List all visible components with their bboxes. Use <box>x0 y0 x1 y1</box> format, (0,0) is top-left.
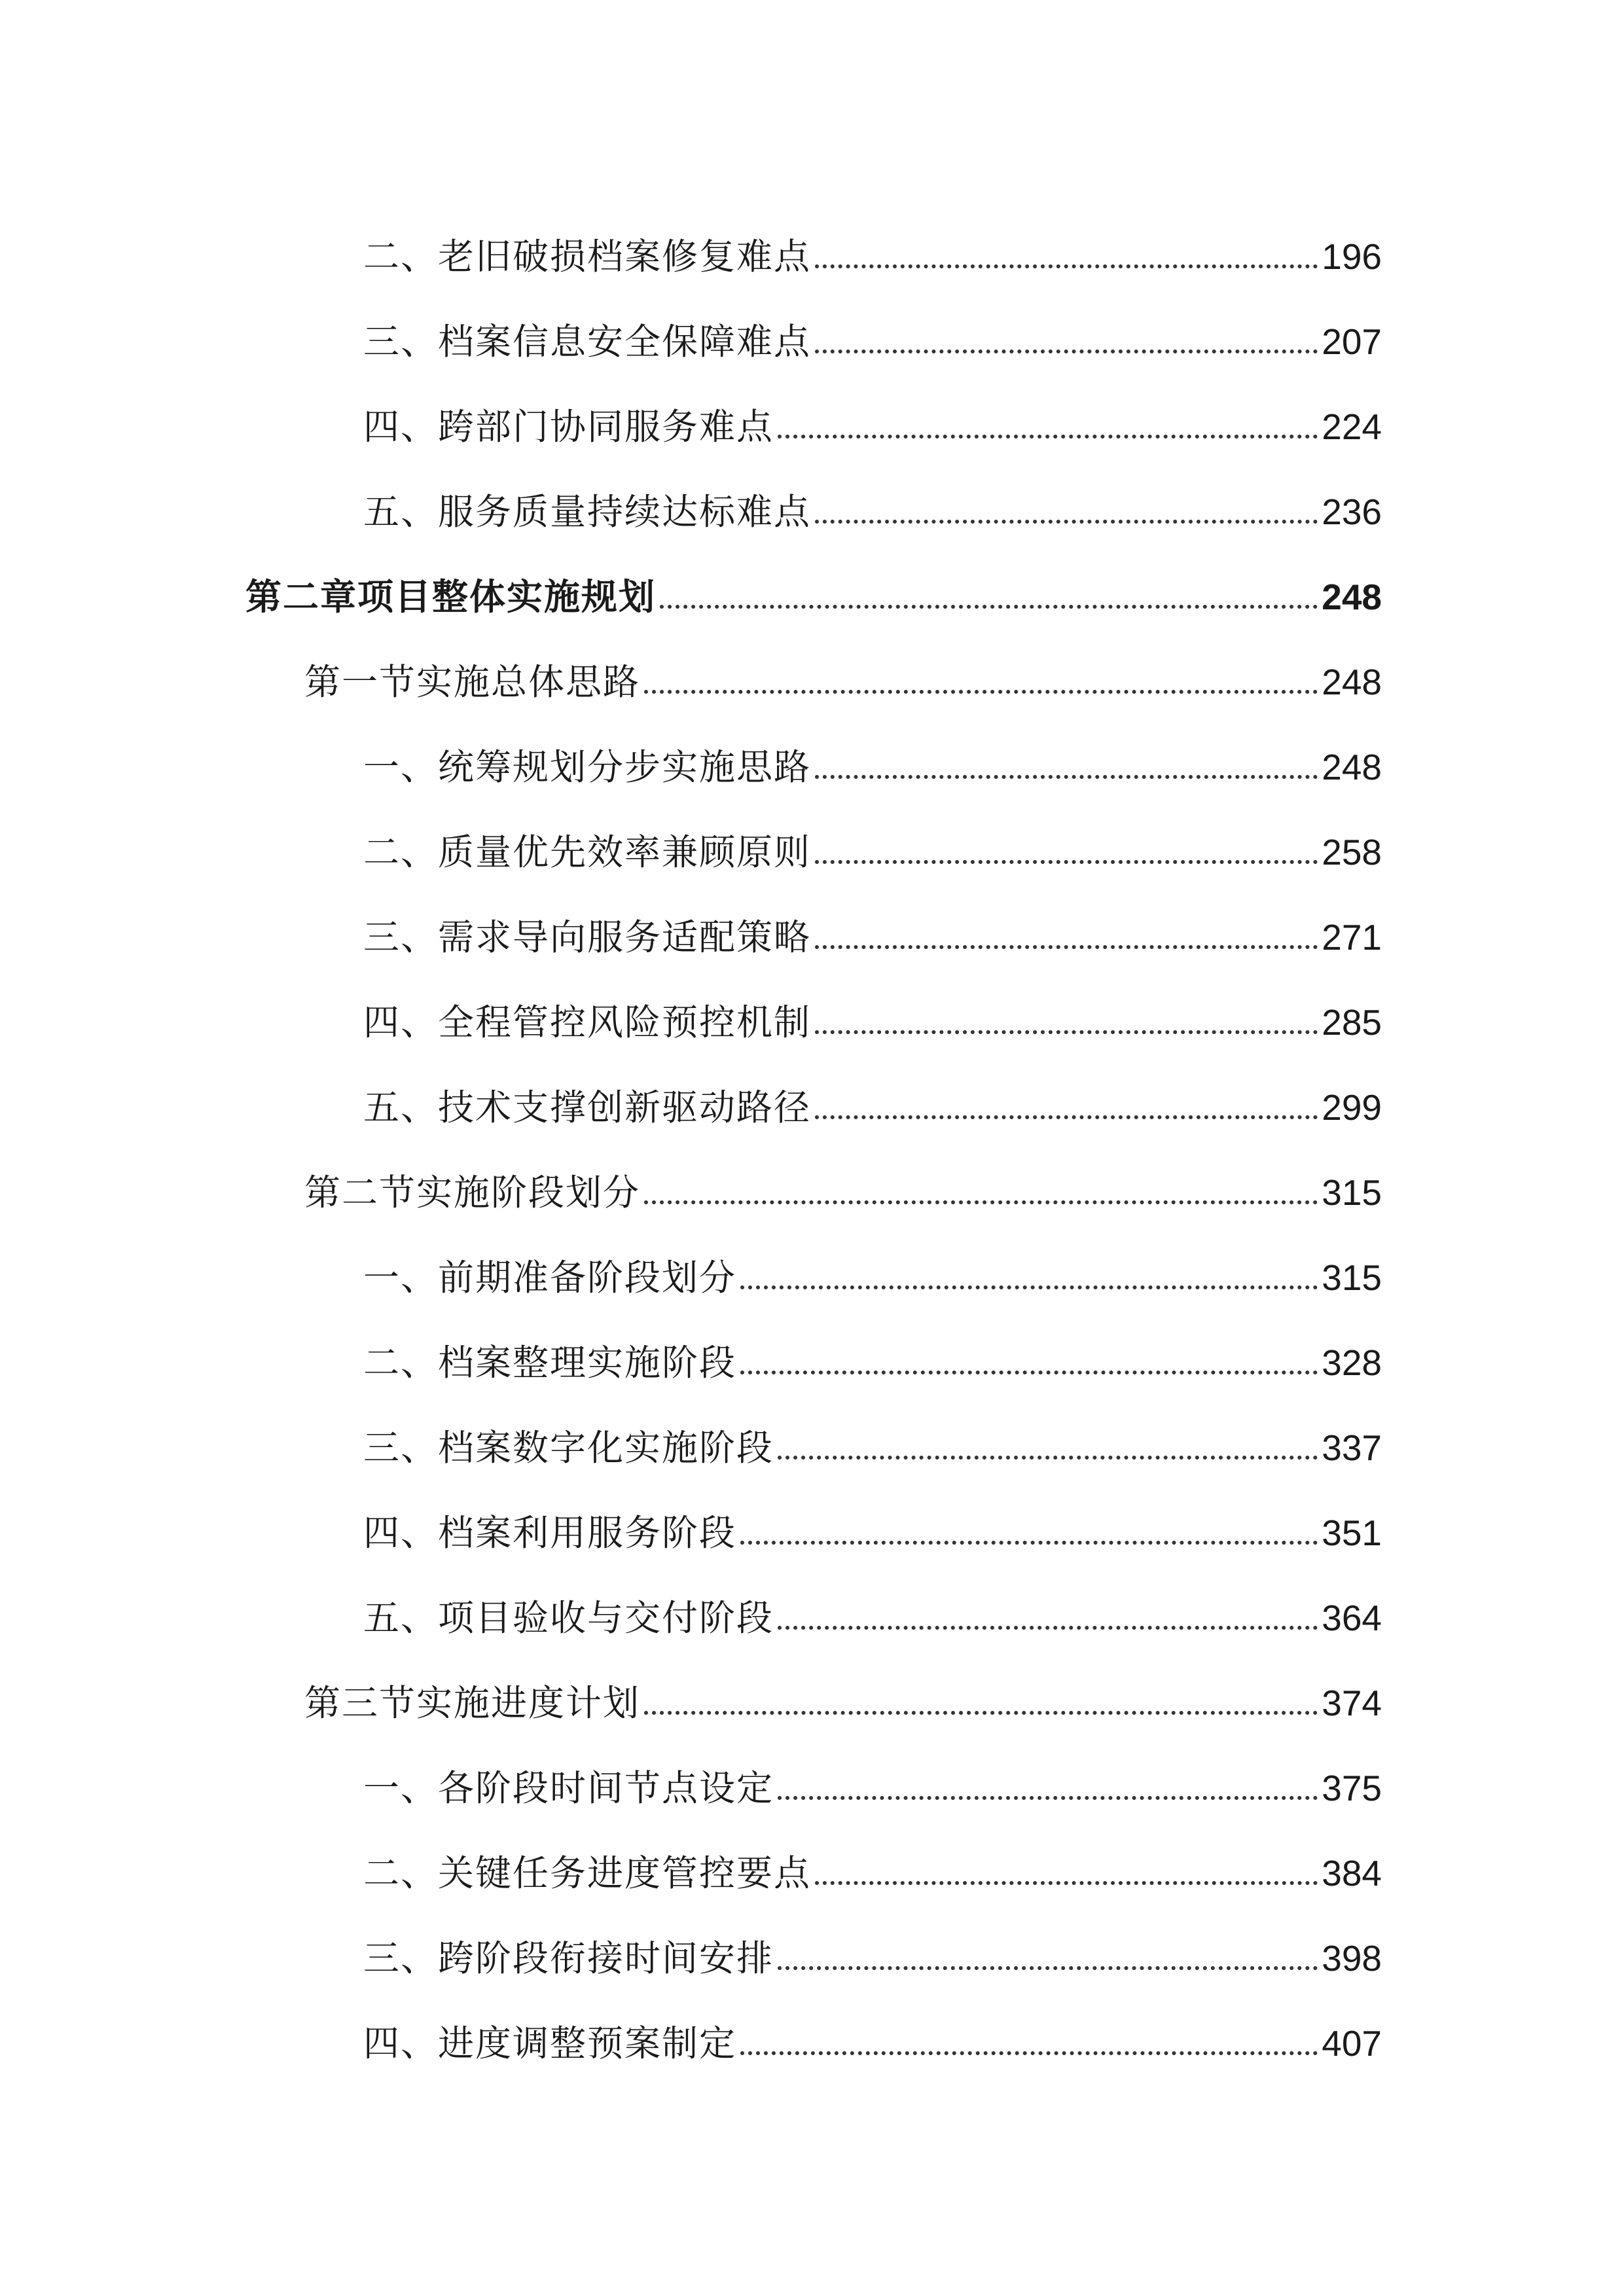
toc-entry-page: 337 <box>1322 1427 1382 1468</box>
toc-entry[interactable] <box>363 380 1382 448</box>
toc-dot-leader <box>740 2051 1318 2055</box>
toc-entry-page: 207 <box>1322 321 1382 362</box>
toc-entry[interactable] <box>363 295 1382 363</box>
toc-entry-page: 285 <box>1322 1002 1382 1043</box>
toc-dot-leader <box>815 264 1318 268</box>
toc-entry-title: 第一节实施总体思路 <box>304 661 641 703</box>
toc-entry-title: 二、质量优先效率兼顾原则 <box>363 831 812 873</box>
toc-entry-page: 364 <box>1322 1598 1382 1638</box>
toc-entry-title: 第二节实施阶段划分 <box>304 1172 641 1213</box>
toc-dot-leader <box>815 775 1318 779</box>
toc-entry-page: 271 <box>1322 917 1382 958</box>
toc-entry[interactable] <box>363 209 1382 278</box>
toc-dot-leader <box>815 860 1318 864</box>
toc-entry-title: 三、跨阶段衔接时间安排 <box>363 1937 774 1979</box>
toc-dot-leader <box>815 1115 1318 1119</box>
toc-entry[interactable] <box>363 1996 1382 2062</box>
toc-entry[interactable] <box>363 465 1382 533</box>
toc-entry-page: 374 <box>1322 1683 1382 1723</box>
toc-entry[interactable] <box>363 1571 1382 1639</box>
toc-entry-title: 五、服务质量持续达标难点 <box>363 491 812 533</box>
toc-dot-leader <box>815 350 1318 353</box>
toc-entry-page: 236 <box>1322 492 1382 532</box>
toc-dot-leader <box>644 1200 1318 1204</box>
toc-dot-leader <box>644 690 1318 694</box>
toc-entry-title: 第二章项目整体实施规划 <box>245 576 657 618</box>
toc-dot-leader <box>644 1711 1318 1715</box>
toc-dot-leader <box>815 1881 1318 1885</box>
toc-entry[interactable] <box>363 1826 1382 1892</box>
toc-entry-title: 第三节实施进度计划 <box>304 1682 641 1724</box>
toc-entry-title: 三、档案信息安全保障难点 <box>363 321 812 363</box>
toc-entry-page: 398 <box>1322 1938 1382 1979</box>
toc-entry-page: 328 <box>1322 1342 1382 1383</box>
toc-entry[interactable] <box>363 890 1382 956</box>
toc-dot-leader <box>778 1966 1318 1970</box>
toc-dot-leader <box>778 1456 1318 1460</box>
toc-entry-title: 二、老旧破损档案修复难点 <box>363 236 812 278</box>
toc-entry[interactable] <box>363 1401 1382 1469</box>
toc-section-entry[interactable] <box>304 635 1382 703</box>
toc-entry-title: 五、技术支撑创新驱动路径 <box>363 1086 812 1128</box>
toc-dot-leader <box>815 1030 1318 1034</box>
toc-entry[interactable] <box>363 1060 1382 1126</box>
toc-entry[interactable] <box>363 1316 1382 1384</box>
toc-chapter-entry[interactable] <box>245 550 1382 618</box>
toc-entry[interactable] <box>363 1741 1382 1809</box>
toc-entry-page: 375 <box>1322 1768 1382 1808</box>
toc-entry[interactable] <box>363 1486 1382 1554</box>
toc-dot-leader <box>660 605 1318 609</box>
toc-entry-page: 407 <box>1322 2023 1382 2064</box>
toc-dot-leader <box>815 520 1318 524</box>
toc-entry-title: 三、需求导向服务适配策略 <box>363 916 812 958</box>
toc-dot-leader <box>740 1285 1318 1289</box>
toc-entry-title: 三、档案数字化实施阶段 <box>363 1427 774 1469</box>
toc-entry-title: 二、关键任务进度管控要点 <box>363 1852 812 1894</box>
toc-dot-leader <box>740 1541 1318 1545</box>
toc-entry-title: 一、统筹规划分步实施思路 <box>363 746 812 788</box>
toc-entry[interactable] <box>363 720 1382 788</box>
toc-entry-page: 248 <box>1322 662 1382 702</box>
toc-entry-page: 248 <box>1322 577 1382 617</box>
toc-entry-title: 四、跨部门协同服务难点 <box>363 406 774 448</box>
toc-entry-page: 299 <box>1322 1087 1382 1128</box>
toc-entry-title: 四、进度调整预案制定 <box>363 2022 737 2064</box>
toc-entry-title: 五、项目验收与交付阶段 <box>363 1597 774 1639</box>
toc-entry-title: 二、档案整理实施阶段 <box>363 1342 737 1384</box>
toc-entry-page: 315 <box>1322 1257 1382 1298</box>
toc-entry-page: 196 <box>1322 236 1382 277</box>
toc-entry[interactable] <box>363 1911 1382 1977</box>
toc-entry-title: 一、前期准备阶段划分 <box>363 1257 737 1299</box>
toc-dot-leader <box>778 1626 1318 1630</box>
toc-entry-page: 384 <box>1322 1853 1382 1893</box>
toc-dot-leader <box>778 1796 1318 1800</box>
toc-entry-title: 四、全程管控风险预控机制 <box>363 1001 812 1043</box>
toc-entry-page: 258 <box>1322 832 1382 872</box>
toc-entry[interactable] <box>363 805 1382 873</box>
toc-section-entry[interactable] <box>304 1656 1382 1724</box>
toc-dot-leader <box>778 435 1318 439</box>
toc-dot-leader <box>815 945 1318 949</box>
toc-entry-title: 四、档案利用服务阶段 <box>363 1512 737 1554</box>
toc-entry-page: 351 <box>1322 1513 1382 1553</box>
toc-entry-page: 248 <box>1322 747 1382 787</box>
toc-entry-title: 一、各阶段时间节点设定 <box>363 1767 774 1809</box>
toc-dot-leader <box>740 1371 1318 1374</box>
toc-entry[interactable] <box>363 975 1382 1041</box>
toc-entry-page: 224 <box>1322 406 1382 447</box>
toc-section-entry[interactable] <box>304 1145 1382 1211</box>
toc-entry[interactable] <box>363 1230 1382 1299</box>
toc-entry-page: 315 <box>1322 1172 1382 1213</box>
